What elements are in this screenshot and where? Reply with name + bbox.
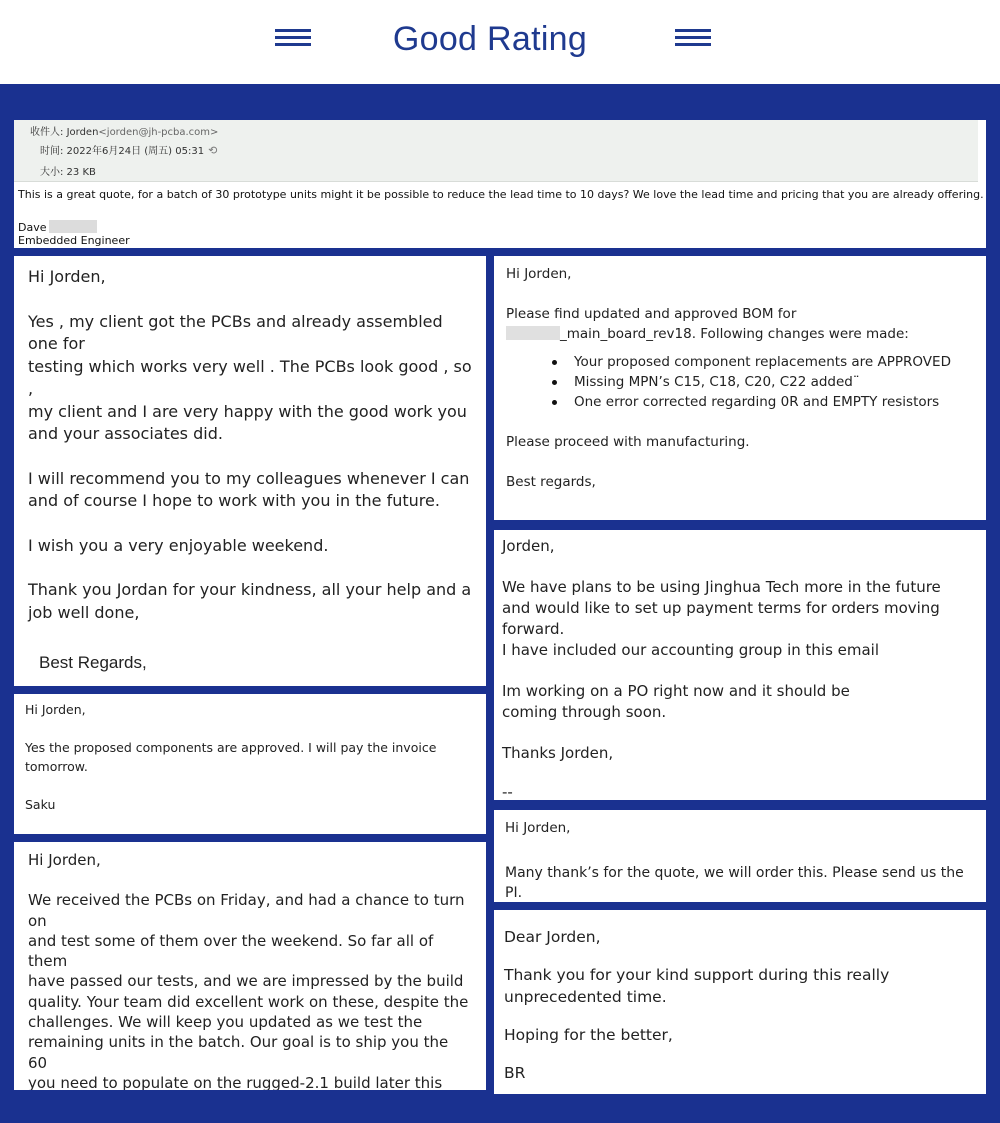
email-paragraph: Yes , my client got the PCBs and already assembled one for testing which works very well . The PCBs look good , so , my client and I are very happy with the good work you and your associates did. [28,311,472,443]
menu-lines-left-icon [275,29,311,47]
redacted-block [506,326,560,340]
email-greeting: Hi Jorden, [28,851,101,869]
email-greeting: Hi Jorden, [505,820,571,836]
recipient-label: 收件人: [30,127,64,138]
email-meta [14,120,978,182]
email-screenshot-thanks [494,810,986,902]
list-item [552,392,974,412]
email-regards: Best Regards, [39,653,147,672]
email-screenshot-dror [14,256,486,686]
email-screenshot-dave [14,120,986,248]
email-paragraph: I will recommend you to my colleagues whenever I can and of course I hope to work with you in the future. [28,468,470,510]
sender-name-text: Dave [18,221,47,234]
list-item-text: Your proposed component replacements are APPROVED [574,354,951,370]
email-greeting: Hi Jorden, [28,267,106,286]
change-list [552,352,974,412]
bullet-icon [552,360,557,365]
email-screenshot-saku [14,694,486,834]
email-greeting: Hi Jorden, [506,266,572,282]
email-body: Yes the proposed components are approved. I will pay the invoice tomorrow. [25,740,437,774]
email-closing: Thanks Jorden, [502,744,614,762]
history-icon: ⟲ [208,144,218,157]
sender-name [18,220,97,234]
email-greeting: Jorden, [502,537,555,555]
page-title: Good Rating [392,20,588,58]
email-paragraph: Im working on a PO right now and it should be coming through soon. [502,682,850,721]
email-size: 大小: 23 KB [40,167,96,178]
email-intro-text: _main_board_rev18. Following changes were made: [560,326,909,342]
recipient-name: Jorden [66,127,99,138]
email-screenshot-pcbs [14,842,486,1090]
email-screenshot-bom [494,256,986,520]
email-paragraph: We have plans to be using Jinghua Tech more in the future and would like to set up payment terms for orders moving forward. I have included our accounting group in this email [502,578,941,659]
email-time [40,142,217,157]
email-body: Many thank’s for the quote, we will order this. Please send us the PI. [505,865,964,901]
email-hope: Hoping for the better, [504,1026,673,1044]
email-signature: Saku [25,797,56,812]
email-dashes: -- [502,783,513,800]
email-regards: Best regards, [506,474,596,490]
email-time-text: 时间: 2022年6月24日 (周五) 05:31 [40,146,205,157]
email-signature: BR [504,1064,526,1082]
bullet-icon [552,380,557,385]
menu-lines-right-icon [675,29,711,47]
email-paragraph: I wish you a very enjoyable weekend. [28,535,329,555]
email-screenshot-plans [494,530,986,800]
email-body: Thank you for your kind support during this really unprecedented time. [504,966,890,1006]
email-proceed: Please proceed with manufacturing. [506,434,750,450]
sender-title: Embedded Engineer [18,234,130,247]
email-intro-line2 [506,324,974,344]
list-item-text: Missing MPN’s C15, C18, C20, C22 added¨ [574,374,860,390]
bullet-icon [552,400,557,405]
email-body: We received the PCBs on Friday, and had a chance to turn on and test some of them over the weekend. So far all of them have passed our tests, and we are impressed by the build quality. Your team did excellent work on these, despite the challenges. We will keep you updated as we test the remaining units in the batch. Our goal is to ship you the 60 you need to populate on the rugged-2.1 build later this [28,891,469,1090]
list-item [552,372,974,392]
list-item-text: One error corrected regarding 0R and EMPTY resistors [574,394,940,410]
list-item [552,352,974,372]
redacted-block [49,220,97,233]
email-paragraph: Thank you Jordan for your kindness, all your help and a job well done, [28,580,472,622]
page-header [0,0,1000,84]
email-recipient [30,123,218,138]
email-intro-line: Please find updated and approved BOM for [506,306,797,322]
email-greeting: Dear Jorden, [504,928,601,946]
email-body: This is a great quote, for a batch of 30 prototype units might it be possible to reduce the lead time to 10 days? We love the lead time and pricing that you are already offering. [18,188,984,201]
recipient-email: <jorden@jh-pcba.com> [98,127,219,138]
email-greeting: Hi Jorden, [25,702,86,717]
email-screenshot-dear [494,910,986,1094]
